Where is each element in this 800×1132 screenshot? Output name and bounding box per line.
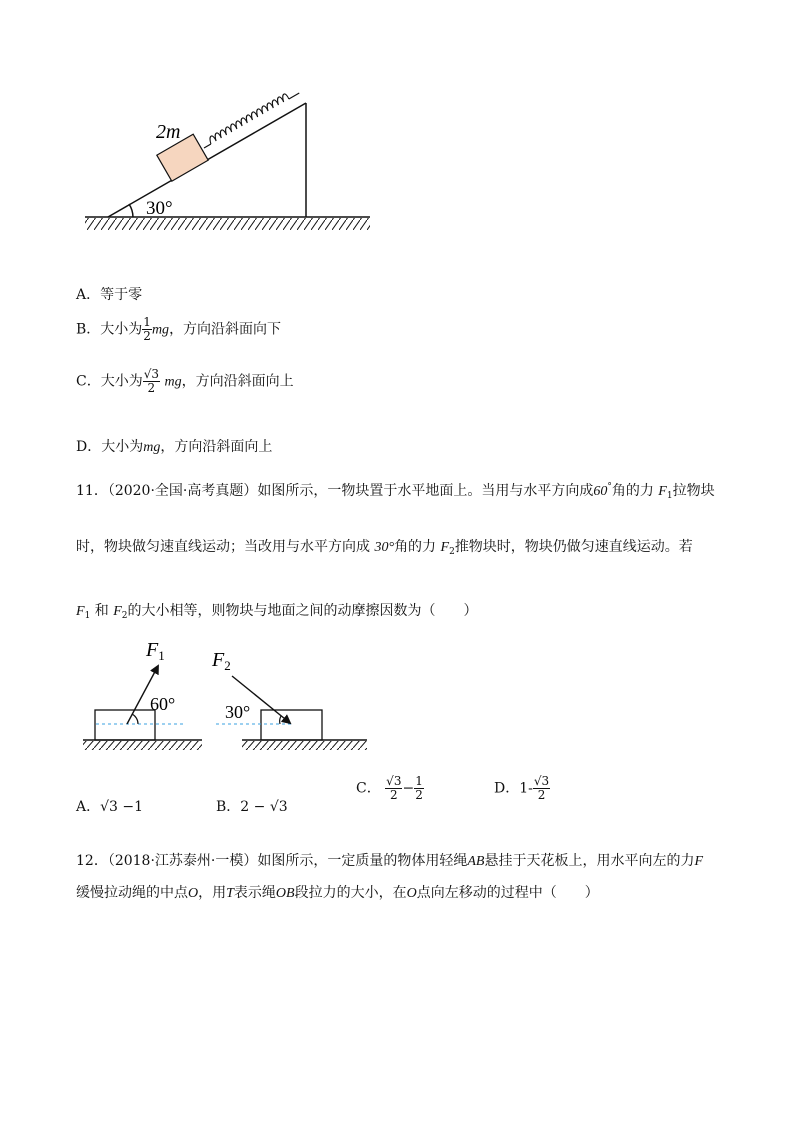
option-b-letter: B． <box>76 321 101 338</box>
q11-option-c-letter: C． <box>356 780 381 797</box>
angle-60: 60 <box>593 484 608 499</box>
denominator: 2 <box>143 329 151 343</box>
option-a-letter: A． <box>76 287 101 303</box>
option-c[interactable] <box>76 368 294 396</box>
tension-t: T <box>226 886 234 901</box>
angle-arc-30 <box>280 716 281 724</box>
angle-label: 30° <box>146 198 173 219</box>
force-f1-sub: 1 <box>84 611 91 621</box>
numerator: √3 <box>143 367 159 381</box>
mass-label: 2m <box>156 121 181 143</box>
fraction-sqrt3-over-2 <box>533 775 550 802</box>
force-diagrams-figure <box>80 636 380 756</box>
option-c-pre: 大小为 <box>100 373 143 390</box>
force-f2: F <box>113 604 122 619</box>
rope-ab: AB <box>467 854 485 869</box>
denominator: 2 <box>537 788 546 802</box>
q11-option-d-pre: 1- <box>519 780 533 797</box>
q11-option-b[interactable] <box>216 796 288 816</box>
q11-text: 和 <box>94 603 109 619</box>
incline-spring-figure <box>80 80 380 240</box>
angle-label-30: 30° <box>225 702 251 722</box>
option-d-pre: 大小为 <box>101 439 144 455</box>
ground-hatch <box>85 218 370 230</box>
q12-text: 表示绳 <box>233 885 276 901</box>
minus-sign: − <box>402 780 415 797</box>
numerator: √3 <box>533 774 550 788</box>
q11-line2 <box>76 536 693 563</box>
option-d[interactable] <box>76 436 272 456</box>
q12-line1 <box>76 850 703 873</box>
option-c-post: ，方向沿斜面向上 <box>181 373 294 390</box>
fraction-half <box>414 775 424 802</box>
option-b-var: mg <box>151 322 170 338</box>
q12-text: 12．（2018·江苏泰州·一模）如图所示，一定质量的物体用轻绳 <box>76 853 468 869</box>
q11-line3 <box>76 600 478 627</box>
angle-30: 30° <box>374 540 395 555</box>
q11-option-d[interactable] <box>494 775 550 802</box>
q12-text: 悬挂于天花板上，用水平向左的力 <box>484 853 695 869</box>
fraction-half <box>142 316 152 343</box>
q11-option-d-letter: D． <box>494 780 520 797</box>
numerator: √3 <box>386 774 402 788</box>
fraction-sqrt3-over-2 <box>143 368 160 395</box>
ground-hatch-left <box>83 741 202 750</box>
segment-ob: OB <box>275 886 295 901</box>
q11-text: 拉物块 <box>672 483 715 499</box>
q11-line1 <box>76 476 715 507</box>
q12-text: 缓慢拉动绳的中点 <box>76 885 188 901</box>
numerator: 1 <box>415 774 423 788</box>
option-d-letter: D． <box>76 439 102 455</box>
q12-text: ，用 <box>198 885 227 901</box>
option-c-letter: C． <box>76 373 101 390</box>
numerator: 1 <box>143 315 151 329</box>
point-o: O <box>188 886 199 901</box>
force-f1: F <box>76 604 85 619</box>
option-d-var: mg <box>143 440 161 455</box>
angle-arc-60 <box>132 714 138 724</box>
q11-option-b-expr: 2 − √3 <box>240 799 288 815</box>
f2-label: $F_2$ <box>212 649 231 673</box>
option-b-post: ，方向沿斜面向下 <box>169 321 282 338</box>
q11-option-a-expr: √3 −1 <box>100 799 144 815</box>
force-f2-sub: 2 <box>449 547 455 557</box>
force-f2-sub: 2 <box>121 611 128 621</box>
q11-text: 推物块时，物块仍做匀速直线运动。若 <box>454 539 693 555</box>
option-a[interactable] <box>76 284 142 304</box>
angle-label-60: 60° <box>150 694 176 714</box>
point-o: O <box>406 886 417 901</box>
option-b[interactable] <box>76 316 281 344</box>
denominator: 2 <box>147 381 156 395</box>
denominator: 2 <box>415 788 423 802</box>
block-left <box>95 710 155 740</box>
force-f1: F <box>658 484 667 499</box>
f1-label: $F_1$ <box>146 639 165 663</box>
degree-sign: ° <box>607 482 612 492</box>
ground-hatch-right <box>242 741 367 750</box>
angle-arc <box>129 204 133 217</box>
q11-text: 时，物块做匀速直线运动；当改用与水平方向成 <box>76 539 370 555</box>
q11-option-a[interactable] <box>76 796 143 816</box>
block-right <box>261 710 322 740</box>
option-d-post: ，方向沿斜面向上 <box>160 439 273 455</box>
q11-text: 角的力 <box>394 539 437 555</box>
q12-line2 <box>76 882 599 905</box>
q12-text: 点向左移动的过程中（ ） <box>416 885 599 901</box>
force-f: F <box>694 854 704 869</box>
option-c-var: mg <box>164 374 182 390</box>
option-a-text: 等于零 <box>100 287 143 303</box>
spring <box>201 87 300 148</box>
option-b-pre: 大小为 <box>100 321 143 338</box>
q11-text: 的大小相等，则物块与地面之间的动摩擦因数为（ ） <box>127 603 478 619</box>
denominator: 2 <box>389 788 398 802</box>
q11-text: 角的力 <box>611 483 654 499</box>
q11-option-b-letter: B． <box>216 799 241 815</box>
q11-option-c[interactable] <box>356 775 424 802</box>
force-f1-sub: 1 <box>666 491 673 501</box>
q11-option-a-letter: A． <box>76 799 101 815</box>
fraction-sqrt3-over-2 <box>385 775 402 802</box>
q11-text: 11．（2020·全国·高考真题）如图所示，一物块置于水平地面上。当用与水平方向成 <box>76 483 594 499</box>
force-f2: F <box>440 540 450 555</box>
q12-text: 段拉力的大小，在 <box>294 885 407 901</box>
